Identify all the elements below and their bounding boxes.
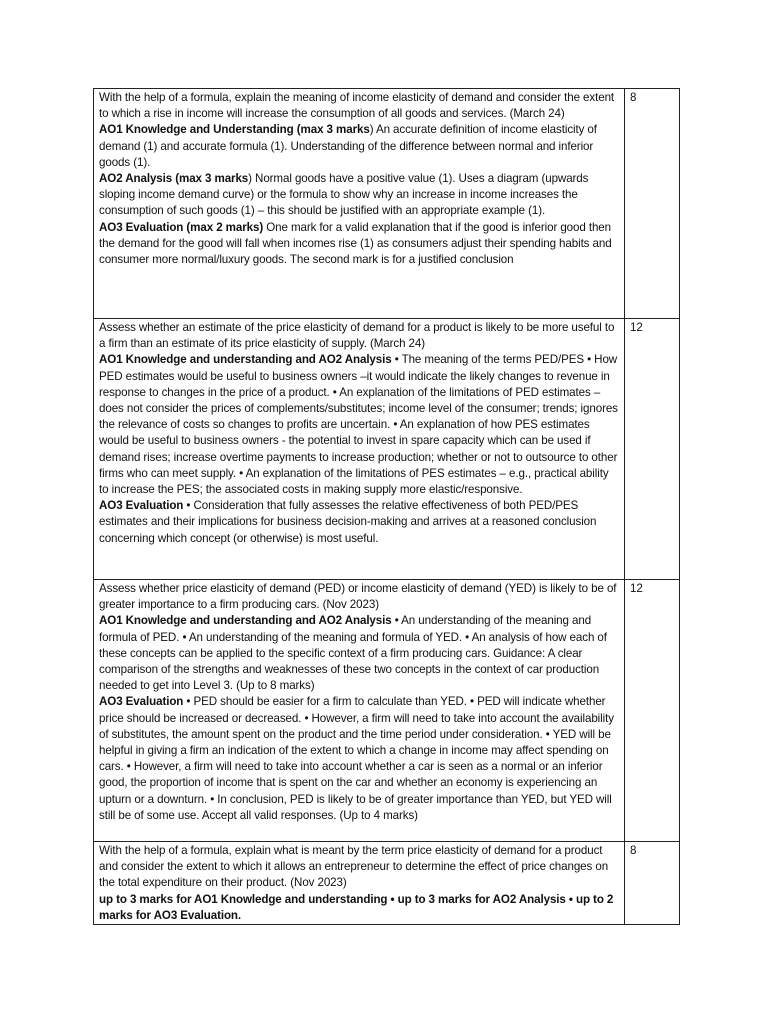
criterion-text: • An understanding of the meaning and formula of PED. • An understanding of the meaning and formula of YED. • An analysis of how each of these concepts can be applied to the specific context of a firm producing cars. Guidance: A clear comparison of the strengths and weaknesses of these two concepts in the context of car production needed to get into Level 3. (Up to 8 marks) [99,614,607,693]
question-text: Assess whether an estimate of the price elasticity of demand for a product is likely to be more useful to a firm than an estimate of its price elasticity of supply. (March 24) [99,321,615,351]
criterion-heading: up to 3 marks for AO1 Knowledge and understanding • up to 3 marks for AO2 Analysis • up to 2 marks for AO3 Evaluation. [99,892,614,922]
criterion-heading: AO1 Knowledge and Understanding (max 3 marks [99,123,370,137]
criterion-heading: AO3 Evaluation [99,499,184,513]
criterion-text: • The meaning of the terms PED/PES • How PED estimates would be useful to business owners –it would indicate the likely changes to revenue in response to changes in the price of a product. • An explanation of the limitations of PED estimates – does not consider the prices of complements/substitutes; income level of the consumer; trends; ignores the relevance of costs so changes to profits are uncertain. • An explanation of how PES estimates would be useful to business owners - the potential to invest in spare capacity which can be used if demand rises; increase overtime payments to increase production; whether or not to outsource to other firms who can meet supply. • An explanation of the limitations of PES estimates – e.g., practical ability to increase the PES; the associated costs in making supply more elastic/responsive. [99,353,618,497]
criterion-text: ) Normal goods have a positive value (1). Uses a diagram (upwards sloping income demand curve) or the formula to show why an increase in income increases the consumption of such goods (1) – this should be justified with an appropriate example (1). [99,172,589,218]
criterion [99,892,621,924]
table-row [94,89,680,319]
marks-cell: 12 [625,580,680,842]
criterion [99,220,621,269]
criterion [99,694,621,824]
criterion-text: • Consideration that fully assesses the relative effectiveness of both PED/PES estimates and their implications for business decision-making and arrives at a reasoned conclusion concerning which concept (or otherwise) is most useful. [99,499,597,545]
criterion-heading: AO2 Analysis (max 3 marks [99,172,249,186]
marks-cell: 8 [625,842,680,925]
question-cell [94,842,625,925]
criterion [99,122,621,171]
question-cell [94,89,625,319]
criterion-text: One mark for a valid explanation that if the good is inferior good then the demand for the good will fall when incomes rise (1) as consumers adjust their spending habits and consumer more normal/luxury goods. The second mark is for a justified conclusion [99,220,612,267]
marks-cell: 8 [625,89,680,319]
criterion-text: • PED should be easier for a firm to calculate than YED. • PED will indicate whether price should be increased or decreased. • However, a firm will need to take into account the availability of substitutes, the amount spent on the product and the time period under consideration. • YED will be helpful in giving a firm an indication of the extent to which a change in income may affect spending on cars. • However, a firm will need to take into account whether a car is seen as a normal or an inferior good, the proportion of income that is spent on the car and whether an economy is experiencing an upturn or a downturn. • In conclusion, PED is likely to be of greater importance than YED, but YED will still be of some use. Accept all valid responses. (Up to 4 marks) [99,695,614,822]
question-text: With the help of a formula, explain the meaning of income elasticity of demand and consider the extent to which a rise in income will increase the consumption of all goods and services. (March 24) [99,91,615,121]
criterion [99,352,621,498]
mark-scheme-table [93,88,680,925]
table-row [94,842,680,925]
criterion-heading: AO1 Knowledge and understanding and AO2 Analysis [99,614,392,628]
question-cell [94,319,625,580]
question-text: Assess whether price elasticity of demand (PED) or income elasticity of demand (YED) is likely to be of greater importance to a firm producing cars. (Nov 2023) [99,582,617,612]
criterion [99,498,621,547]
criterion-heading: AO1 Knowledge and understanding and AO2 Analysis [99,353,392,367]
criterion-heading: AO3 Evaluation (max 2 marks) [99,220,264,234]
marks-cell: 12 [625,319,680,580]
mark-scheme-page [93,88,675,925]
criterion [99,171,621,220]
criterion [99,613,621,694]
question-text: With the help of a formula, explain what is meant by the term price elasticity of demand for a product and consider the extent to which it allows an entrepreneur to determine the effect of price changes on the total expenditure on their product. (Nov 2023) [99,844,609,890]
criterion-text: ) An accurate definition of income elasticity of demand (1) and accurate formula (1). Understanding of the difference between normal and inferior goods (1). [99,123,597,169]
question-cell [94,580,625,842]
table-row [94,580,680,842]
table-row [94,319,680,580]
criterion-heading: AO3 Evaluation [99,695,184,709]
